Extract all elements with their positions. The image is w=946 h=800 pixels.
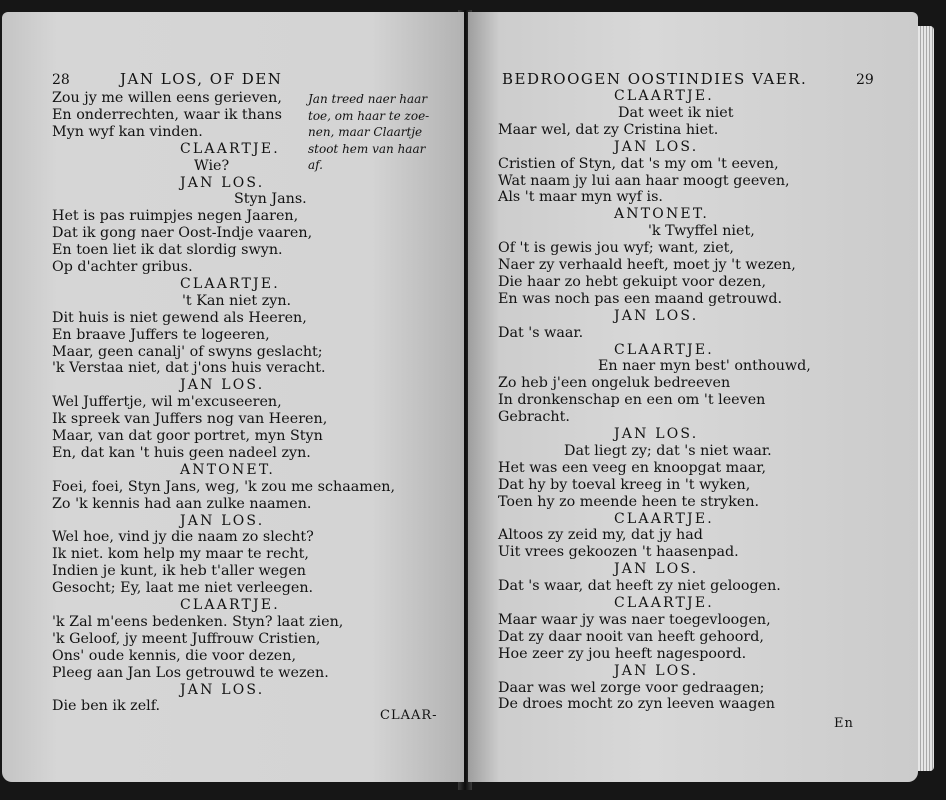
verse-line: Het is pas ruimpjes negen Jaaren, [52,208,299,225]
verse-line: 'k Geloof, jy meent Juffrouw Cristien, [52,630,321,647]
speaker-name: CLAARTJE. [180,275,280,292]
verse-line: En onderrechten, waar ik thans [52,106,282,123]
verse-line: Hoe zeer zy jou heeft nagespoord. [498,645,747,662]
verse-line: Dat 's waar. [498,324,584,341]
verse-line: Zou jy me willen eens gerieven, [52,90,282,106]
verse-line: En braave Juffers te logeeren, [52,326,270,343]
speaker-name: CLAARTJE. [180,140,280,157]
verse-line: Wat naam jy lui aan haar moogt geeven, [498,172,790,189]
speaker-name: JAN LOS. [614,307,699,324]
verse-line: Maar, geen canalj' of swyns geslacht; [52,343,323,360]
verse-line: Gebracht. [498,409,570,426]
verse-line: Dat zy daar nooit van heeft gehoord, [498,628,764,645]
verse-line: Die haar zo hebt gekuipt voor dezen, [498,273,766,290]
verse-line: Zo 'k kennis had aan zulke naamen. [52,495,312,512]
verse-line: Wel hoe, vind jy die naam zo slecht? [52,529,314,546]
verse-line: Daar was wel zorge voor gedraagen; [498,679,765,696]
verse-line: Toen hy zo meende heen te stryken. [498,493,760,510]
verse-line: Altoos zy zeid my, dat jy had [498,527,703,544]
speaker-name: JAN LOS. [614,662,699,679]
verse-line: In dronkenschap en een om 't leeven [498,392,766,409]
verse-line: Maar waar jy was naer toegevloogen, [498,611,771,628]
verse-line: Pleeg aan Jan Los getrouwd te wezen. [52,664,329,681]
stage-direction-line: nen, maar Claartje [308,125,423,140]
verse-line: Wel Juffertje, wil m'excuseeren, [52,394,282,411]
catchword: En [834,716,854,731]
stage-direction-line: stoot hem van haar [308,141,426,156]
speaker-name: CLAARTJE. [614,595,714,611]
speaker-name: CLAARTJE. [614,88,714,104]
verse-line: Op d'achter gribus. [52,259,193,275]
verse-line: Dat ik gong naer Oost-Indje vaaren, [52,225,313,242]
stage-direction-line: af. [308,158,323,173]
stage-direction-line: toe, om haar te zoe- [308,108,430,123]
speaker-name: JAN LOS. [614,426,699,442]
speaker-name: JAN LOS. [180,174,265,191]
verse-line: Ons' oude kennis, die voor dezen, [52,647,297,664]
verse-line: En was noch pas een maand getrouwd. [498,290,783,307]
verse-line: Naer zy verhaald heeft, moet jy 't wezen, [498,257,796,273]
verse-line: 'k Verstaa niet, dat j'ons huis veracht. [52,360,326,377]
speaker-name: JAN LOS. [180,512,265,529]
speaker-name: JAN LOS. [180,681,265,698]
speaker-name: ANTONET. [180,461,275,478]
verse-line: Ik niet. kom help my maar te recht, [52,546,309,563]
verse-line: Die ben ik zelf. [52,698,161,715]
verse-line: Dit huis is niet gewend als Heeren, [52,309,307,326]
verse-line: Myn wyf kan vinden. [52,123,203,140]
verse-line: Dat hy by toeval kreeg in 't wyken, [498,476,751,493]
verse-line: Als 't maar myn wyf is. [498,189,663,206]
verse-line: Gesocht; Ey, laat me niet verleegen. [52,580,314,597]
verse-line: Zo heb j'een ongeluk bedreeven [498,375,731,392]
verse-line: Ik spreek van Juffers nog van Heeren, [52,411,328,428]
speaker-name: JAN LOS. [180,377,265,394]
verse-line: 'k Zal m'eens bedenken. Styn? laat zien, [52,613,344,630]
verse-line: Dat 's waar, dat heeft zy niet geloogen. [498,578,781,595]
verse-line: 'k Twyffel niet, [648,223,755,240]
speaker-name: CLAARTJE. [614,510,714,527]
speaker-name: JAN LOS. [614,138,699,155]
verse-line: Foei, foei, Styn Jans, weg, 'k zou me schaamen, [52,478,396,495]
verse-line: En, dat kan 't huis geen nadeel zyn. [52,444,311,461]
running-head: JAN LOS, OF DEN [120,70,283,88]
verse-line: Styn Jans. [234,191,307,208]
stage-direction-line: Jan treed naer haar [308,92,428,106]
verse-line: 't Kan niet zyn. [182,292,292,309]
verse-line: Wie? [194,157,230,174]
page-number: 28 [52,72,70,88]
speaker-name: ANTONET. [614,206,709,223]
verse-line: Uit vrees gekoozen 't haasenpad. [498,544,739,561]
verse-line: En toen liet ik dat slordig swyn. [52,242,283,259]
speaker-name: CLAARTJE. [180,597,280,613]
running-head: BEDROOGEN OOSTINDIES VAER. [502,70,808,88]
catchword: CLAAR- [380,708,438,723]
verse-line: Cristien of Styn, dat 's my om 't eeven, [498,155,779,172]
verse-line: En naer myn best' onthouwd, [598,358,811,375]
left-page [2,12,464,782]
verse-line: Dat liegt zy; dat 's niet waar. [564,442,772,459]
speaker-name: CLAARTJE. [614,341,714,358]
verse-line: Dat weet ik niet [618,104,734,121]
verse-line: Indien je kunt, ik heb t'aller wegen [52,563,306,580]
right-page [468,12,918,782]
verse-line: Maar, van dat goor portret, myn Styn [52,428,323,444]
verse-line: Of 't is gewis jou wyf; want, ziet, [498,240,734,257]
speaker-name: JAN LOS. [614,561,699,578]
verse-line: De droes mocht zo zyn leeven waagen [498,696,776,713]
verse-line: Maar wel, dat zy Cristina hiet. [498,121,719,138]
page-number: 29 [856,72,874,88]
verse-line: Het was een veeg en knoopgat maar, [498,459,767,476]
